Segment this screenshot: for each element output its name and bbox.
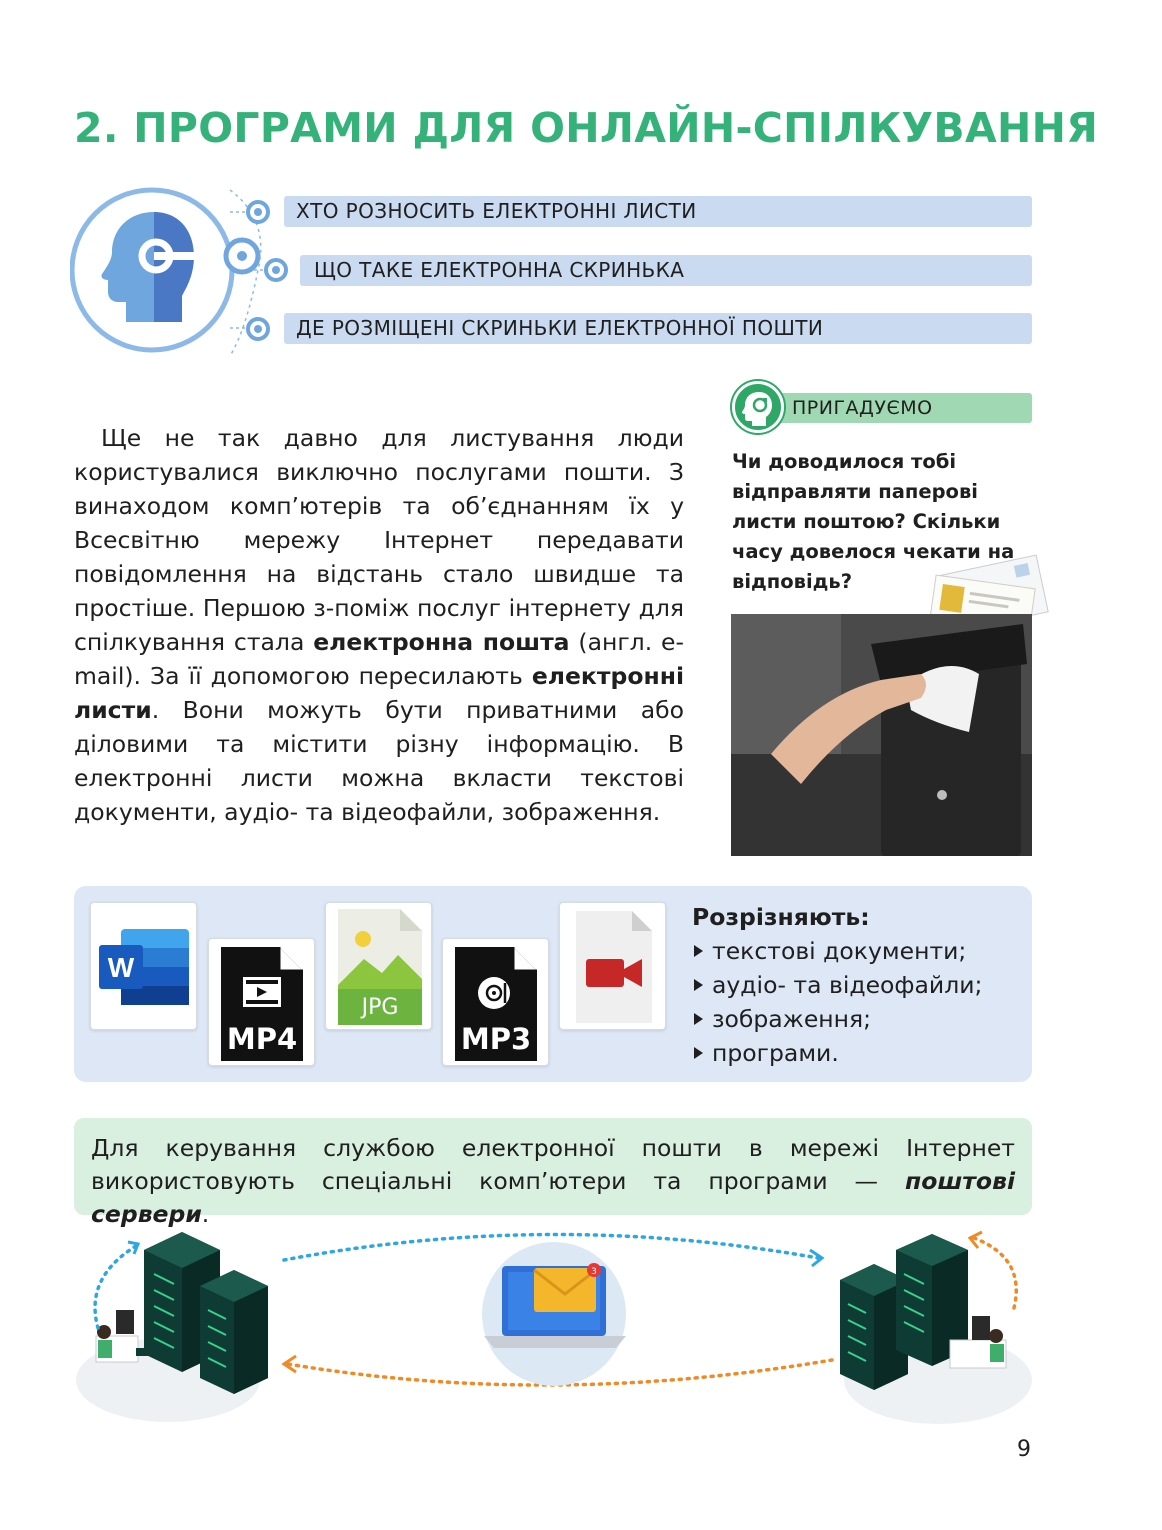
jpg-file-icon — [326, 903, 433, 1031]
mailbox-photo — [731, 614, 1032, 856]
svg-text:W: W — [107, 952, 135, 983]
list-item: програми. — [692, 1036, 1022, 1070]
objective-bullet-icon — [264, 258, 288, 282]
recall-head-icon — [732, 381, 784, 433]
jpg-file-card — [325, 902, 432, 1030]
file-types-list — [692, 900, 1022, 1070]
svg-text:3: 3 — [591, 1267, 597, 1277]
term-email: електронна пошта — [313, 628, 570, 656]
svg-text:MP3: MP3 — [460, 1022, 532, 1056]
main-paragraph: Ще не так давно для листування люди користувалися виключно послугами пошти. З винаходом комп’ютерів та об’єднанням їх у Всесвітню мережу Інтернет передавати повідомлення на відстань стало швидше та простіше. Першою з-поміж послуг інтернету для спілкування стала електронна пошта (англ. e-mail). За її допомогою пересилають електронні листи. Вони можуть бути приватними або діловими та містити різну інформацію. В електронні листи можна вкласти текстові документи, аудіо- та відеофайли, зображення. — [74, 424, 684, 826]
word-file-card — [90, 902, 197, 1030]
mp4-file-icon — [209, 939, 316, 1067]
file-types-heading: Розрізняють: — [692, 903, 870, 931]
recall-header — [732, 381, 1032, 431]
list-item: текстові документи; — [692, 934, 1022, 968]
mp3-file-card — [442, 938, 549, 1066]
word-icon — [91, 903, 198, 1031]
recall-question: Чи доводилося тобі відправляти паперові листи поштою? Скільки часу довелося чекати на відповідь? — [732, 450, 1015, 593]
video-file-card — [559, 902, 666, 1030]
mp3-file-icon — [443, 939, 550, 1067]
laptop-mail-icon — [482, 1242, 626, 1386]
objective-bullet-icon — [246, 317, 270, 341]
list-item: зображення; — [692, 1002, 1022, 1036]
objective-2: ЩО ТАКЕ ЕЛЕКТРОННА СКРИНЬКА — [300, 255, 1032, 286]
term-emails: електронні листи — [74, 662, 684, 724]
recall-label: ПРИГАДУЄМО — [776, 393, 1032, 423]
objective-3: ДЕ РОЗМІЩЕНІ СКРИНЬКИ ЕЛЕКТРОННОЇ ПОШТИ — [284, 313, 1032, 344]
objective-1: ХТО РОЗНОСИТЬ ЕЛЕКТРОННІ ЛИСТИ — [284, 196, 1032, 227]
objective-bullet-icon — [246, 200, 270, 224]
server-icon — [200, 1270, 268, 1394]
svg-text:JPG: JPG — [361, 995, 399, 1020]
mail-servers-illustration — [70, 1228, 1036, 1428]
svg-text:MP4: MP4 — [226, 1022, 298, 1056]
page-title: 2. ПРОГРАМИ ДЛЯ ОНЛАЙН-СПІЛКУВАННЯ — [74, 104, 1099, 152]
page-number: 9 — [1017, 1437, 1031, 1462]
list-item: аудіо- та відеофайли; — [692, 968, 1022, 1002]
definition-box: Для керування службою електронної пошти в мережі Інтернет використовують спеціальні комп’ютери та програми — поштові сервери. — [74, 1118, 1032, 1215]
mp4-file-card — [208, 938, 315, 1066]
video-file-icon — [560, 903, 667, 1031]
lesson-objectives — [70, 180, 1032, 360]
term-mail-servers: поштові сервери — [91, 1167, 1015, 1228]
